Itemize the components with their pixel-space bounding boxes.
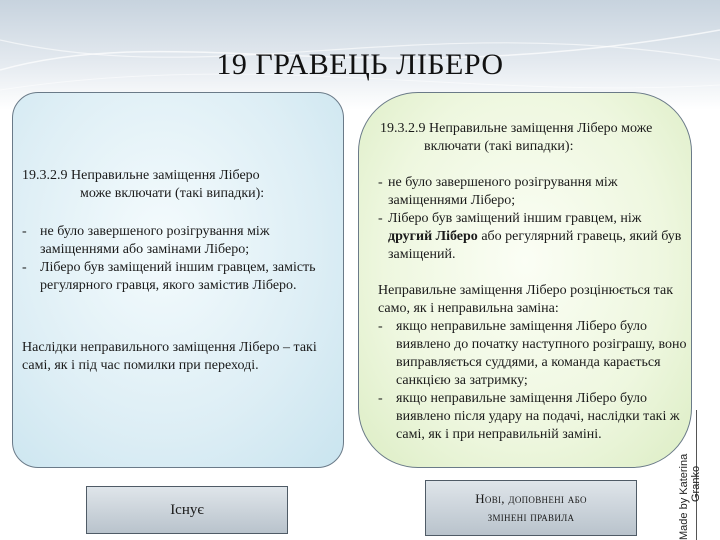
left-rule-list [22,223,326,295]
page-title: 19 ГРАВЕЦЬ ЛІБЕРО [216,48,504,81]
list-item [378,174,688,210]
list-dash: - [378,391,383,406]
list-dash: - [378,175,383,190]
list-item [378,390,688,444]
bold-text: другий Ліберо [388,229,478,244]
new-rules-label-line1: Нові, доповнені або [475,491,587,506]
list-item [378,318,688,390]
left-consequence-text: Наслідки неправильного заміщення Ліберо – такі самі, як і під час помилки при переході. [22,340,317,373]
credit-line1: Made by Katerina [678,453,690,540]
list-item-text: якщо неправильне заміщення Ліберо було виявлено після удару на подачі, наслідки такі ж самі, як і при неправильній заміні. [396,391,680,442]
credit-line2: Granko [690,465,702,502]
list-item-text: Ліберо був заміщений іншим гравцем, замість регулярного гравця, якого замістив Ліберо. [40,260,316,293]
list-item [22,259,326,295]
right-rule-list [378,174,688,264]
list-item-text: не було завершеного розігрування між заміщеннями Ліберо; [388,175,618,208]
list-dash: - [22,260,27,275]
list-item [22,223,326,259]
exists-button-label: Існує [170,501,204,518]
left-heading-line2: може включати (такі випадки): [80,186,265,201]
list-item-text: не було завершеного розігрування між заміщеннями або замінами Ліберо; [40,224,270,257]
exists-button[interactable] [86,486,288,534]
right-body [378,282,688,444]
new-rules-label-line2: змінені правила [487,509,575,524]
list-item-text: якщо неправильне заміщення Ліберо було виявлено до початку наступного розіграшу, воно виправляється суддями, а команда карається санкцією за затримку; [396,319,687,388]
author-credit [678,430,702,540]
left-rule-heading [22,167,322,203]
text-part: або регулярний гравець, який був заміщений. [388,229,682,262]
right-heading-line2: включати (такі випадки): [424,139,574,154]
left-heading-line1: 19.3.2.9 Неправильне заміщення Ліберо [22,168,260,183]
list-item-text [388,210,688,264]
right-rule-heading [380,120,682,156]
list-dash: - [22,224,27,239]
text-part: Ліберо був заміщений іншим гравцем, ніж [388,211,642,226]
right-heading-line1: 19.3.2.9 Неправильне заміщення Ліберо може [380,121,653,136]
list-dash: - [378,211,383,226]
new-rules-button[interactable] [425,480,637,536]
right-body-intro: Неправильне заміщення Ліберо розцінюється так само, як і неправильна заміна: [378,283,673,316]
list-dash: - [378,319,383,334]
list-item [378,210,688,264]
